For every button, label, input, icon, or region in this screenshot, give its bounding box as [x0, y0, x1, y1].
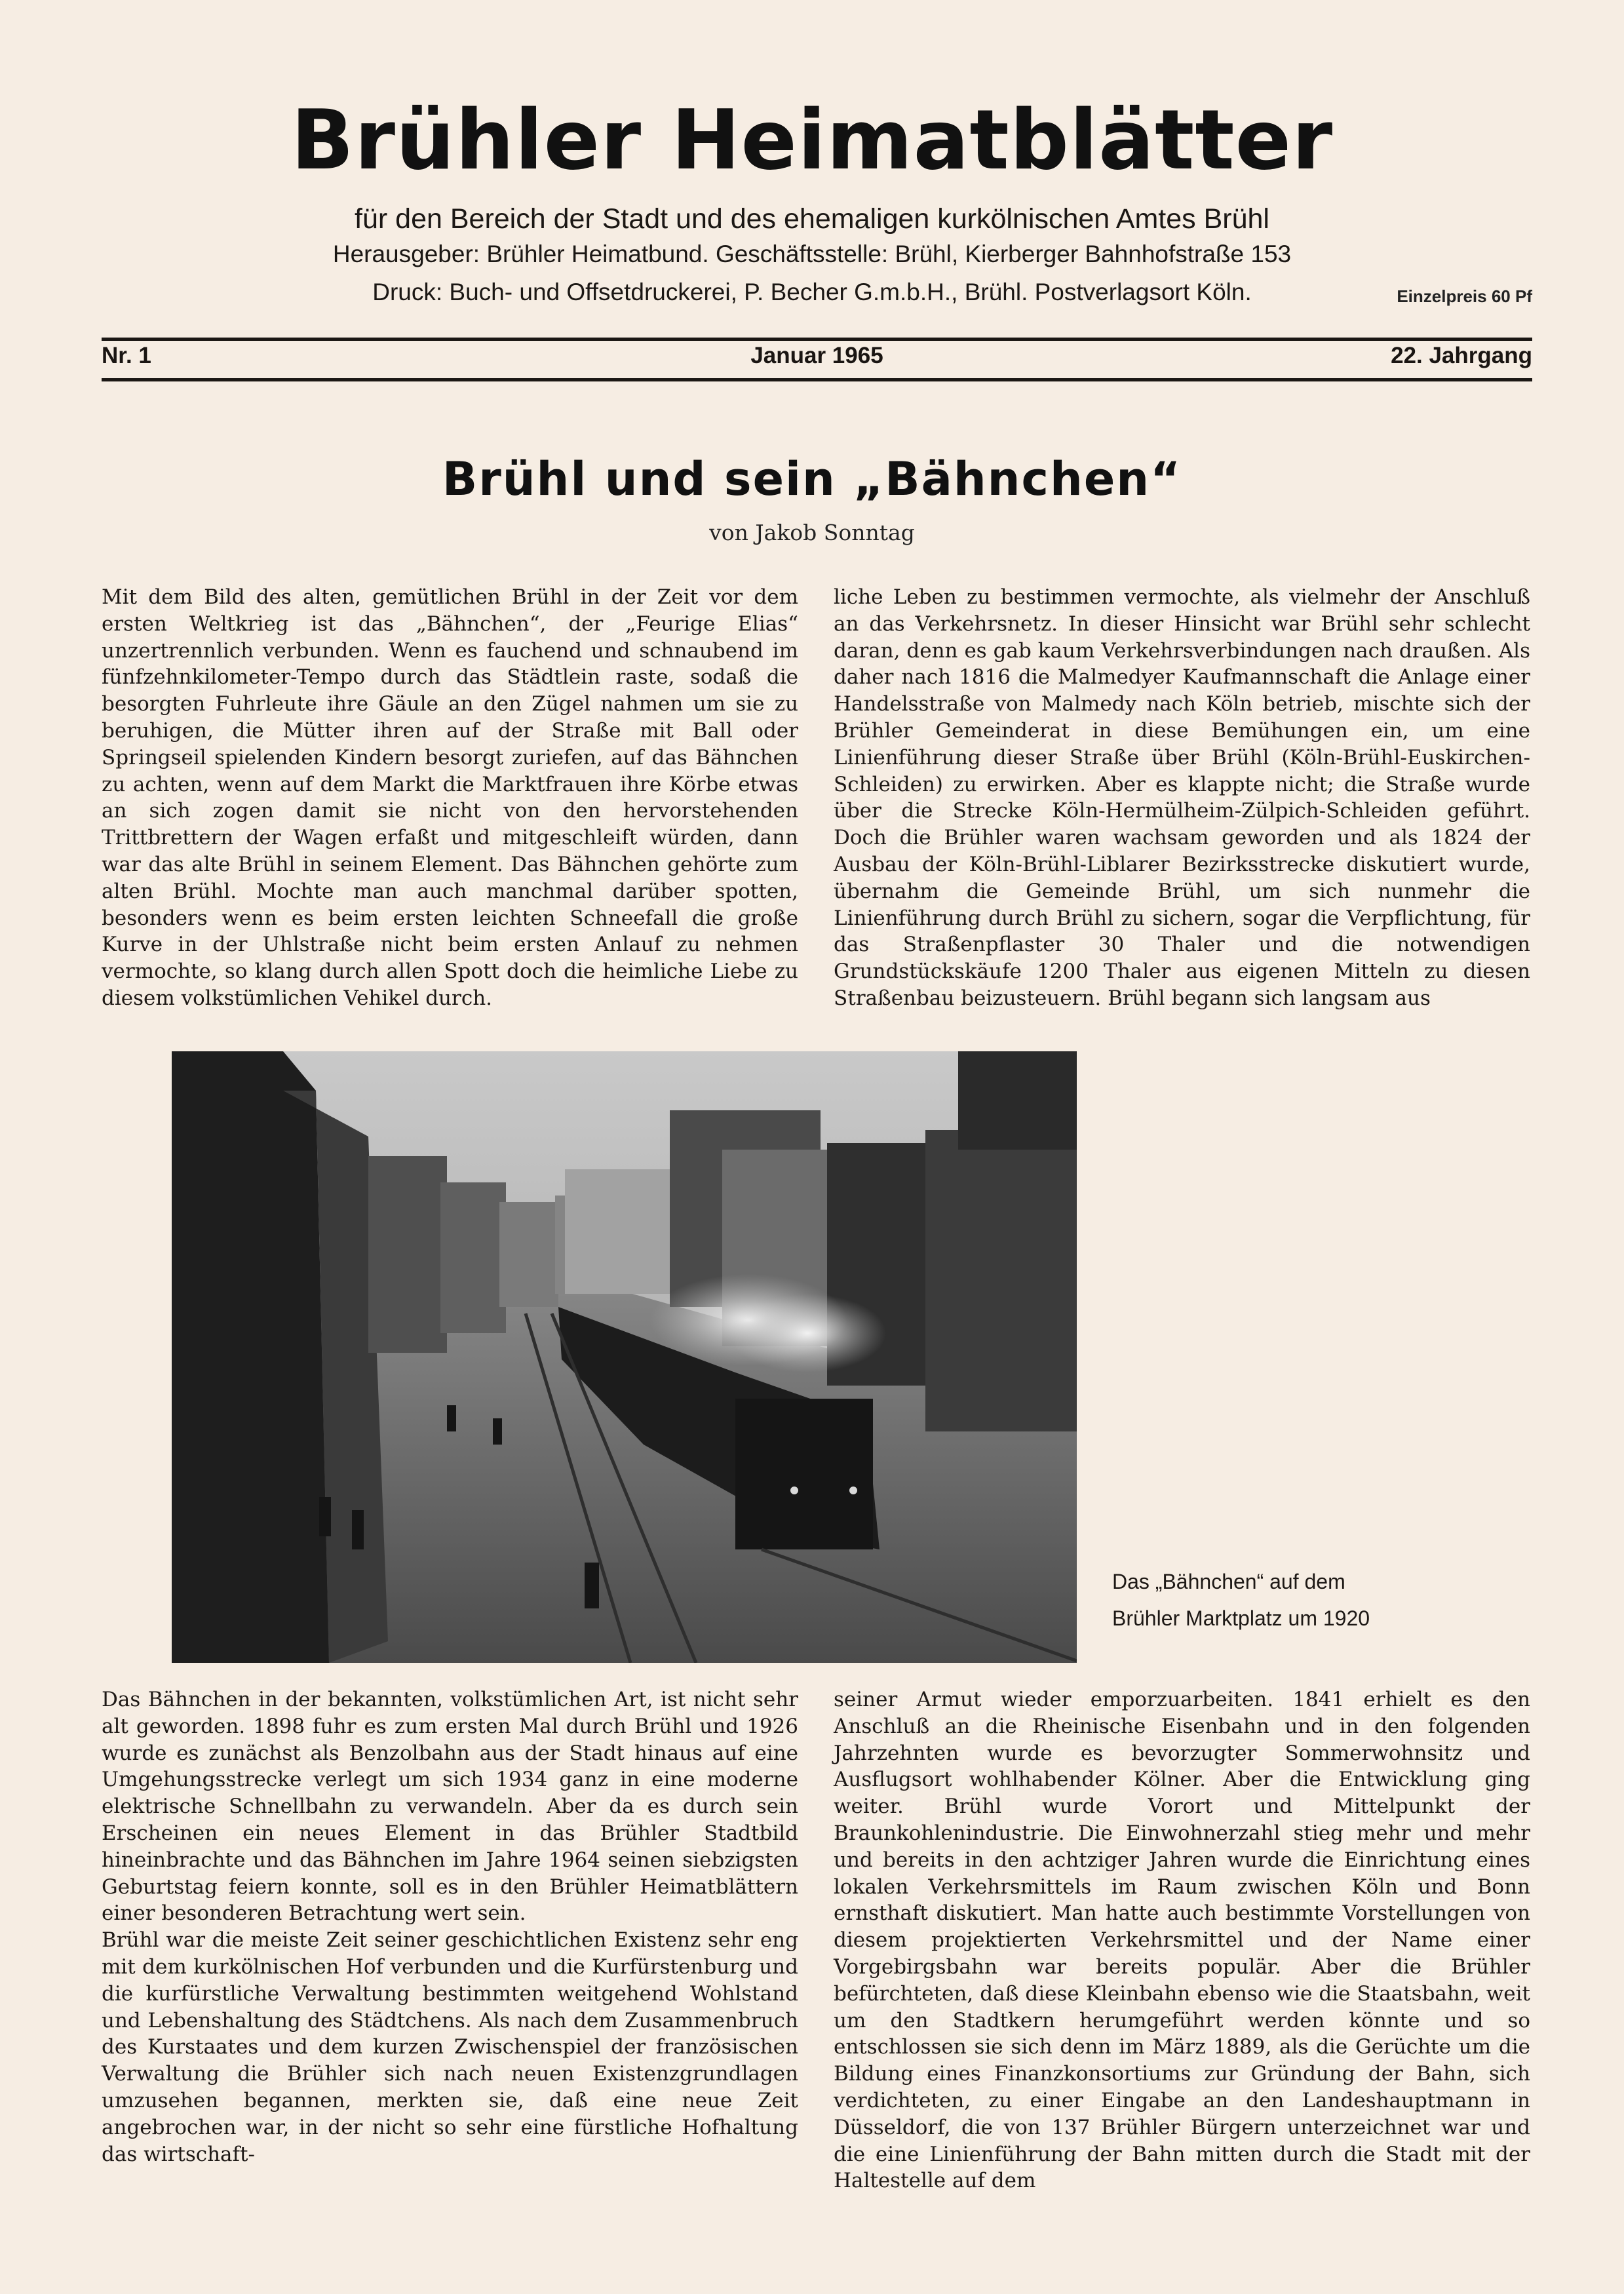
masthead-subtitle: für den Bereich der Stadt und des ehemaligen kurkölnischen Amtes Brühl: [355, 203, 1269, 235]
paragraph: Brühl war die meiste Zeit seiner geschichtlichen Existenz sehr eng mit dem kurkölnischen Hof verbunden und die Kurfürstenburg und die kurfürstliche Verwaltung bestimmten weitgehend Wohlstand und Lebenshaltung des Städtchens. Als nach dem Zusammenbruch des Kurstaates und dem kurzen Zwischenspiel der französischen Verwaltung die Brühler sich nach neuen Existenzgrundlagen umzusehen begannen, merkten sie, daß eine neue Zeit angebrochen war, in der nicht so sehr eine fürstliche Hofhaltung das wirtschaft-: [102, 1928, 798, 2166]
issue-row: [102, 343, 1532, 374]
caption-line-1: Das „Bähnchen“ auf dem: [1112, 1570, 1345, 1593]
paragraph: Das Bähnchen in der bekannten, volkstümlichen Art, ist nicht sehr alt geworden. 1898 fuhr es zum ersten Mal durch Brühl und 1926 wurde es zunächst als Benzolbahn aus der Stadt hinaus auf eine Umgehungsstrecke verlegt um sich 1934 ganz in eine moderne elektrische Schnellbahn zu verwandeln. Aber da es durch sein Erscheinen ein neues Element in das Brühler Stadtbild hineinbrachte und das Bähnchen im Jahre 1964 seinen siebzigsten Geburtstag feiern konnte, soll es in den Brühler Heimatblättern einer besonderen Betrachtung wert sein.: [102, 1688, 798, 1926]
masthead-title: Brühler Heimatblätter: [290, 92, 1334, 188]
paragraph: Mit dem Bild des alten, gemütlichen Brühl in der Zeit vor dem ersten Weltkrieg ist das „Bähnchen“, der „Feurige Elias“ unzertrennlich verbunden. Wenn es fauchend und schnaubend im fünfzehnkilometer-Tempo durch das Städtlein raste, sodaß die besorgten Fuhrleute ihre Gäule an den Zügel nahmen um sie zu beruhigen, die Mütter ihren auf der Straße mit Ball oder Springseil spielenden Kindern besorgt zuriefen, auf das Bähnchen zu achten, wenn auf dem Markt die Marktfrauen ihre Körbe etwas an sich zogen damit sie nicht von den hervorstehenden Trittbrettern der Wagen erfaßt und mitgeschleift würden, dann war das alte Brühl in seinem Element. Das Bähnchen gehörte zum alten Brühl. Mochte man auch manchmal darüber spotten, besonders wenn es beim ersten leichten Schneefall die große Kurve in der Uhlstraße nicht beim ersten Anlauf zu nehmen vermochte, so klang durch allen Spott doch die heimliche Liebe zu diesem volkstümlichen Vehikel durch.: [102, 585, 798, 1010]
column-3: [102, 1686, 798, 2168]
issue-date: Januar 1965: [750, 343, 883, 368]
paragraph: liche Leben zu bestimmen vermochte, als vielmehr der Anschluß an das Verkehrsnetz. In dieser Hinsicht war Brühl sehr schlecht daran, denn es gab kaum Verkehrsverbindungen nach draußen. Als daher nach 1816 die Malmedyer Kaufmannschaft die Anlage einer Handelsstraße von Malmedy nach Köln betrieb, mischte sich der Brühler Gemeinderat in diese Bemühungen ein, um eine Linienführung dieser Straße über Brühl (Köln-Brühl-Euskirchen-Schleiden) zu erwirken. Aber es klappte nicht; die Straße wurde über die Strecke Köln-Hermülheim-Zülpich-Schleiden geführt. Doch die Brühler waren wachsam geworden und als 1824 der Ausbau der Köln-Brühl-Liblarer Bezirksstrecke diskutiert wurde, übernahm die Gemeinde Brühl, um sich nunmehr die Linienführung durch Brühl zu sichern, sogar die Verpflichtung, für das Straßenpflaster 30 Thaler und die notwendigen Grundstückskäufe 1200 Thaler aus eigenen Mitteln zu diesen Straßenbau beizusteuern. Brühl begann sich langsam aus: [834, 585, 1530, 1010]
issue-number: Nr. 1: [102, 343, 151, 368]
article-byline: von Jakob Sonntag: [709, 520, 915, 545]
price-label: Einzelpreis 60 Pf: [1397, 286, 1532, 306]
column-1: [102, 584, 798, 1012]
bottom-rule: [102, 378, 1532, 381]
column-4: [834, 1686, 1530, 2194]
issue-volume: 22. Jahrgang: [1391, 343, 1532, 368]
top-rule: [102, 338, 1532, 341]
caption-line-2: Brühler Marktplatz um 1920: [1112, 1606, 1370, 1630]
column-2: [834, 584, 1530, 1012]
publisher-line: Herausgeber: Brühler Heimatbund. Geschäftsstelle: Brühl, Kierberger Bahnhofstraße 153: [332, 241, 1292, 267]
photo-caption: [1112, 1563, 1370, 1637]
printer-line: Druck: Buch- und Offsetdruckerei, P. Becher G.m.b.H., Brühl. Postverlagsort Köln.: [372, 279, 1252, 305]
article-title: Brühl und sein „Bähnchen“: [442, 452, 1182, 506]
paragraph: seiner Armut wieder emporzuarbeiten. 1841 erhielt es den Anschluß an die Rheinische Eisenbahn und in den folgenden Jahrzehnten wurde es bevorzugter Sommerwohnsitz und Ausflugsort wohlhabender Kölner. Aber die Entwicklung ging weiter. Brühl wurde Vorort und Mittelpunkt der Braunkohlenindustrie. Die Einwohnerzahl stieg mehr und mehr und bereits in den achtziger Jahren wurde die Einrichtung eines lokalen Verkehrsmittels im Raum zwischen Köln und Bonn ernsthaft diskutiert. Man hatte auch bestimmte Vorstellungen von diesem projektierten Verkehrsmittel und der Name einer Vorgebirgsbahn war bereits populär. Aber die Brühler befürchteten, daß diese Kleinbahn ebenso wie die Staatsbahn, weit um den Stadtkern herumgeführt werden könnte und so entschlossen sie sich denn im März 1889, als die Gerüchte um die Bildung eines Finanzkonsortiums zur Gründung der Bahn, sich verdichteten, zu einer Eingabe an den Landeshauptmann in Düsseldorf, die von 137 Brühler Bürgern unterzeichnet war und die eine Linienführung der Bahn mitten durch die Stadt mit der Haltestelle auf dem: [834, 1688, 1530, 2193]
street-tram-photo: [172, 1051, 1077, 1663]
